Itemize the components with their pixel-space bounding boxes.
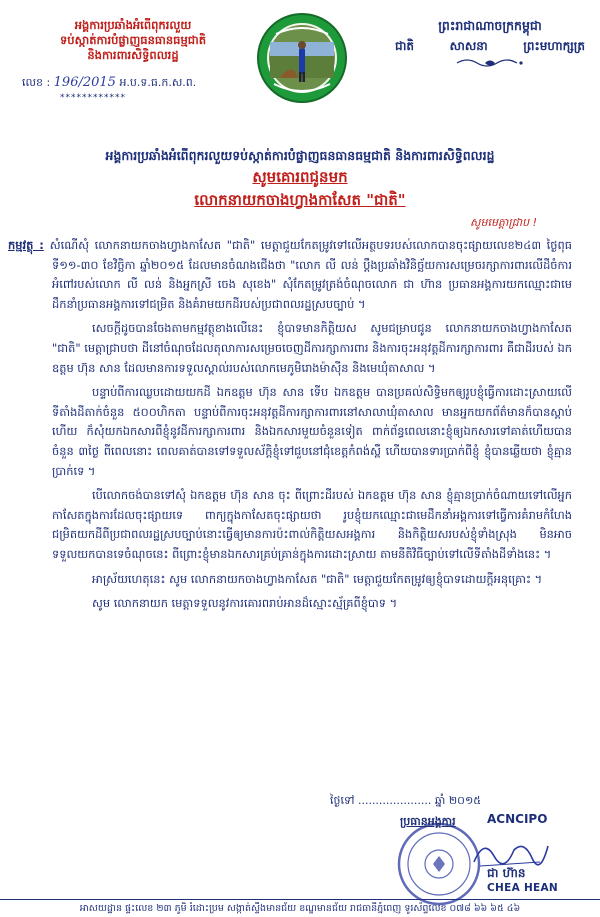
signer-title: ប្រធានអង្គការ	[400, 815, 456, 828]
kingdom-title: ព្រះរាជាណាចក្រកម្ពុជា	[438, 18, 542, 33]
body-paragraph: បន្ទាប់ពីការឈ្លបដោយយកដី ឯកឧត្តម ហ៊ុន សាន ទើប ឯកឧត្តម បានប្រគល់សិទ្ធិមកឲ្យរូបខ្ញុំធ្វើការដោះស្រាយលើទីតាំងដីតាក់ចំនួន ៥០០ហិកតា បន្ទាប់ពីការចុះអនុវត្តដីការក្សាការពារនៅសាលាឃុំតាសាល មានអ្នកយកព័ត៌មានក៏បានស្តាប់ហើយ ក៏សុំយកឯកសារពីខ្ញុំនូវដីការក្សាការពារ និងឯកសារមួយចំនួនទៀត ពាក់ព័ន្ធពេលនោះខ្ញុំឲ្យឯកសារទៅគាត់ហើយបានចំនួន ៣ថ្ងៃ ពីពេលនោះ ពេលគាត់បានទៅទទួលស័ក្តិខ្ញុំទៅជួបនៅជុំខេត្តកំពង់ស្ពឺ ហើយបានទារប្រាក់ពីខ្ញុំ ខ្ញុំបានឆ្លើយថា ខ្ញុំគ្មានប្រាក់ទេ ។	[52, 385, 572, 478]
date-line	[330, 794, 481, 810]
body-paragraph: សេចក្តីដូចបានចែងតាមកម្មវត្ថុខាងលើនេះ ខ្ញុំបាទមានកិត្តិយស សូមជម្រាបជូន លោកនាយកចាងហ្វាងកាសែត "ជាតិ" មេត្តាជ្រាបថា ដីនៅចំណុចដែលតុលាការសម្រេចចេញដីការក្សាការពារ និងការចុះអនុវត្តដីការក្សាការពារ គឺជាដីរបស់ ឯកឧត្តម ហ៊ុន សាន ដែលមានការទទួលស្គាល់របស់លោកមេភូមិរោងម៉ាស៊ីន និងមេឃុំតាសាល ។	[52, 321, 572, 375]
closing-paragraph: សូម លោកនាយក មេត្តាទទួលនូវការគោរពរាប់អានដ៏ស្មោះស្ម័គ្រពីខ្ញុំបាទ ។	[92, 596, 398, 611]
org-line-3: និងការពារសិទ្ធិពលរដ្ឋ	[87, 48, 179, 62]
national-motto	[395, 38, 585, 56]
reference-code: អ.ប.ទ.ធ.ក.ស.ព.	[119, 76, 197, 89]
letter-organization-title: អង្គការប្រឆាំងអំពើពុករលួយទប់ស្កាត់ការបំផ្លាញធនធានធម្មជាតិ និងការពារសិទ្ធិពលរដ្ឋ	[105, 148, 495, 163]
date-year: ឆ្នាំ ២០១៥	[434, 794, 482, 807]
body-paragraph: បើលោកចង់បានទៅសុំ ឯកឧត្តម ហ៊ុន សាន ចុះ ពីព្រោះដីរបស់ ឯកឧត្តម ហ៊ុន សាន ខ្ញុំគ្មានប្រាក់ចំណាយទៅលើអ្នកកាសែតក្នុងការដែលចុះផ្សាយទេ ពាក្យក្នុងកាសែតចុះផ្សាយថា រូបខ្ញុំយកឈ្មោះជាមេដឹកនាំអង្គការទៅធ្វើការគំរាមកំហែងជម្រិតយកដីពីប្រជាពលរដ្ឋស្របច្បាប់នោះធ្វើឲ្យមានការប៉ះពាល់កិត្តិយសអង្គការ និងកិត្តិយសរបស់ខ្ញុំទាំងស្រុង មិនអាចទទួលយកបានទេចំណុចនេះ ពីព្រោះខ្ញុំមានឯកសារគ្រប់គ្រាន់ក្នុងការដោះស្រាយ តាមនីតិវិធីច្បាប់ទៅលើទីតាំងដីទាំងនេះ ។	[52, 488, 572, 561]
date-prefix: ថ្ងៃទៅ	[330, 794, 355, 807]
org-line-2: ទប់ស្កាត់ការបំផ្លាញធនធានធម្មជាតិ	[60, 33, 206, 47]
reference-value: 196/2015	[53, 75, 116, 90]
signer-name-khmer: ជា ហ៊ាន	[487, 866, 526, 880]
signer-name-english: CHEA HEAN	[487, 882, 559, 894]
body-paragraph: អាស្រ័យហេតុនេះ សូម លោកនាយកចាងហ្វាងកាសែត "ជាតិ" មេត្តាជួយកែតម្រូវឲ្យខ្ញុំបាទដោយក្តីអនុគ្រោះ ។	[92, 571, 543, 586]
reference-number	[22, 75, 196, 92]
date-blank: .....................	[357, 794, 432, 807]
ornament-divider	[455, 56, 525, 70]
reference-label: លេខ :	[22, 76, 51, 89]
greeting: សូមមេត្តាជ្រាប !	[470, 216, 538, 229]
reference-stars: ************	[60, 93, 126, 103]
organization-logo	[256, 12, 348, 104]
motto-nation: ជាតិ	[395, 39, 415, 53]
organization-abbreviation: ACNCIPO	[487, 812, 548, 826]
subject-label: កម្មវត្ថុ :	[8, 238, 44, 252]
footer-address: អាសយដ្ឋាន ផ្ទះលេខ ២៣ ភូមិ រំដោះប្រម សង្កាត់ស្ទឹងមានជ័យ ខណ្ឌមានជ័យ រាជធានីភ្នំពេញ ទូរស័ព្ទលេខ ០៧៨ ៦៦ ៦៥ ៤៦	[79, 903, 521, 914]
motto-religion: សាសនា	[449, 39, 488, 53]
recipient-title: លោកនាយកចាងហ្វាងកាសែត "ជាតិ"	[194, 191, 406, 209]
subject-text: សំណើសុំ លោកនាយកចាងហ្វាងកាសែត "ជាតិ" មេត្តាជួយកែតម្រូវទៅលើអត្ថបទរបស់លោកបានចុះផ្សាយលេខ២៤៣ ថ្ងៃពុធ ទី១១-៣០ ខែវិច្ឆិកា ឆ្នាំ២០១៥ ដែលមានចំណងជើងថា "លោក លី លន់ ប្តឹងប្រឆាំងវិនិច្ឆ័យការសម្រេចរក្សាការពារលើដីចំការអំពៅរបស់លោក លី លន់ និងអ្នកស្រី ចេង សុខេង" សុំកែតម្រូវត្រង់ចំណុចលោក ជា ហ៊ាន ប្រធានអង្គការយកឈ្មោះជាមេដឹកនាំប្រធានអង្គការទៅជម្រិត និងគំរាមយកដីរបស់ប្រជាពលរដ្ឋស្របច្បាប់ ។	[49, 238, 572, 311]
subject-paragraph	[8, 236, 572, 314]
respectfully-to: សូមគោរពជូនមក	[252, 168, 348, 186]
footer-divider	[0, 899, 600, 900]
organization-name	[28, 18, 238, 63]
letter-body	[8, 236, 572, 619]
org-line-1: អង្គការប្រឆាំងអំពើពុករលួយ	[74, 18, 192, 32]
motto-king: ព្រះមហាក្សត្រ	[523, 39, 585, 53]
